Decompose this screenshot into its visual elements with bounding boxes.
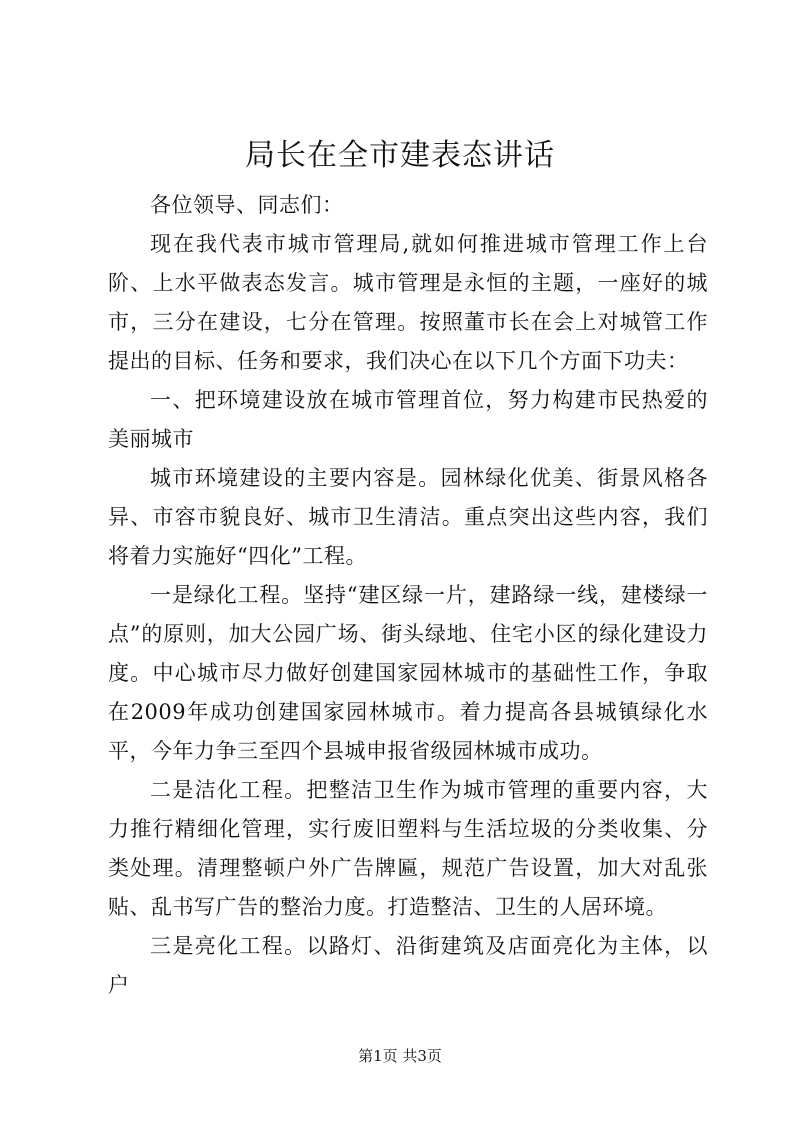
paragraph-intro: 现在我代表市城市管理局,就如何推进城市管理工作上台阶、上水平做表态发言。城市管理是永恒的主题，一座好的城市，三分在建设，七分在管理。按照董市长在会上对城管工作提出的目标、任务和要求，我们决心在以下几个方面下功夫： (108, 232, 708, 373)
paragraph-heading-1: 一、把环境建设放在城市管理首位，努力构建市民热爱的美丽城市 (108, 388, 708, 451)
paragraph-environment: 城市环境建设的主要内容是。园林绿化优美、街景风格各异、市容市貌良好、城市卫生清洁。重点突出这些内容，我们将着力实施好“四化”工程。 (108, 466, 708, 568)
paragraph-salutation: 各位领导、同志们： (150, 193, 344, 217)
paragraph-cleaning: 二是洁化工程。把整洁卫生作为城市管理的重要内容，大力推行精细化管理，实行废旧塑料与生活垃圾的分类收集、分类处理。清理整顿户外广告牌匾，规范广告设置，加大对乱张贴、乱书写广告的整治力度。打造整洁、卫生的人居环境。 (108, 778, 708, 919)
page-footer: 第1页 共3页 (358, 1047, 442, 1065)
document-title: 局长在全市建表态讲话 (245, 138, 555, 173)
document-body (108, 186, 708, 1005)
paragraph-greening: 一是绿化工程。坚持“建区绿一片，建路绿一线，建楼绿一点”的原则，加大公园广场、街头绿地、住宅小区的绿化建设力度。中心城市尽力做好创建国家园林城市的基础性工作，争取在2009年成功创建国家园林城市。着力提高各县城镇绿化水平，今年力争三至四个县城申报省级园林城市成功。 (108, 583, 708, 763)
paragraph-lighting: 三是亮化工程。以路灯、沿街建筑及店面亮化为主体，以户 (108, 934, 708, 997)
